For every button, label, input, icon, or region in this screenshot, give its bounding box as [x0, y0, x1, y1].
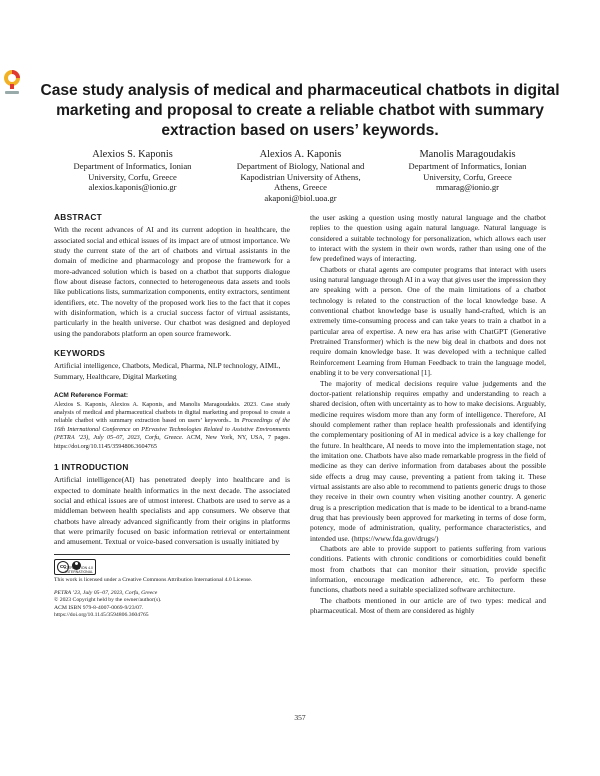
author-3 [385, 148, 550, 193]
check-for-updates-icon[interactable] [2, 68, 22, 96]
abstract-heading: ABSTRACT [54, 212, 103, 222]
keywords-heading: KEYWORDS [54, 348, 106, 359]
copyright-line: © 2023 Copyright held by the owner/author(s). [54, 597, 162, 604]
right-column [310, 213, 546, 616]
author-affiliation: Kapodistrian University of Athens, [240, 171, 361, 182]
doi-link[interactable]: https://doi.org/10.1145/3594806.3604765 [54, 611, 149, 618]
left-column [54, 212, 290, 619]
keywords-text: Artificial intelligence, Chatbots, Medical, Pharma, NLP technology, AIML, Summary, Healthcare, Digital Marketing [54, 361, 281, 381]
author-affiliation: Department of Informatics, Ionian [408, 161, 527, 171]
page-number: 357 [294, 713, 306, 722]
license-block [54, 554, 290, 619]
author-affiliation: Athens, Greece [274, 182, 327, 193]
ref-format-citation: Alexios S. Kaponis, Alexios A. Kaponis, and Manolis Maragoudakis. 2023. Case study analysis of medical and pharmaceutical chatbots in digital marketing and proposal to create a reliable chatbot with summary extraction based on users’ keywords.. In [54, 400, 290, 425]
ref-format-heading: ACM Reference Format: [54, 392, 129, 400]
cc-logo-text: ATTRIBUTION 4.0 INTERNATIONAL [64, 565, 93, 574]
body-paragraph: The majority of medical decisions require value judgements and the doctor-patient relationship requires empathy and understanding to reach a shared decision, often with uncertainty as to how to make decisions. Arguably, medicine requires wisdom more than any form of intelligence. Therefore, AI should complement rather than replace health professionals and identifying the complementary positioning of AI in medical advice is a key challenge for the future. In healthcare, AI needs to move into the implementation stage, not the imitation one. Chatbots have also made remarkable progress in the field of medicine as they can derive information from databases about the possible side effects a drug may cause, preventing a patient from taking it. These virtual assistants are also able to recommend to patients generic drugs to those they receive in their own country when visiting another country. A generic drug is a prescription medication that is made to be identical to a brand-name drug that has previously been approved for marketing in terms of dose form, potency, mode of administration, quality, performance characteristics, and intended use. (https://www.fda.gov/drugs/) [310, 378, 546, 543]
ref-format-body [54, 401, 290, 451]
author-affiliation: Department of Biology, National and [236, 161, 365, 171]
author-email: alexios.kaponis@ionio.gr [88, 182, 177, 193]
publication-info [54, 590, 290, 619]
paper-title: Case study analysis of medical and pharmaceutical chatbots in digital marketing and proposal to create a reliable chatbot with summary extraction based on users’ keywords. [40, 82, 560, 139]
author-affiliation: Department of Informatics, Ionian [73, 161, 192, 171]
author-name: Alexios S. Kaponis [92, 149, 173, 160]
body-paragraph: Chatbots are able to provide support to patients suffering from various conditions. Patients with chronic conditions or comorbidities could benefit most from chatbots that can monitor their situation, provide specific information, encourage medication adherence, etc. To perform these functions, chatbots need a suitable specialized software architecture. [310, 544, 546, 595]
author-email: akaponi@biol.uoa.gr [264, 192, 337, 203]
body-paragraph: The chatbots mentioned in our article are of two types: medical and pharmaceutical. Most of them are considered as highly [310, 595, 546, 616]
ref-format-proceedings: Proceedings of the 16th International Conference on PErvasive Technologies Related to Assistive Environments (PETRA ’23), July 05–07, 2023, Corfu, Greece. [54, 417, 290, 442]
author-name: Alexios A. Kaponis [259, 149, 342, 160]
author-1 [50, 148, 215, 193]
ref-format-publisher: ACM, New York, NY, USA, 7 pages. https://doi.org/10.1145/3594806.3604765 [54, 434, 290, 450]
author-2 [218, 148, 383, 203]
conference-line: PETRA ’23, July 05–07, 2023, Corfu, Greece [54, 590, 158, 597]
creative-commons-logo[interactable] [54, 559, 96, 575]
acm-reference-format [54, 392, 290, 451]
author-email: mmarag@ionio.gr [435, 182, 500, 193]
introduction-text: Artificial intelligence(AI) has penetrated deeply into healthcare and is expected to dominate health informatics in the next decade. The associated social and ethical issues are of utmost interest. Chatbots are used to serve as a middleman between health specialists and app consumers. We observe that chatbots have already advanced significantly from their origins in platforms that were primarily focused on basic information retrieval or entertainment and amusement. Textual or voice-based conversation is usually initiated by [54, 475, 290, 547]
body-paragraph: Chatbots or chatal agents are computer programs that interact with users using natural language through AI in a way that gives user the impression they are speaking with a person. One of the main limitations of a chatbot technology is related to the construction of the local knowledge base. A conventional chatbot knowledge base is usually hand-crafted, which is an extremely time-consuming process and can take years to train a chatbot in a particular area of expertise. A new era has arise with ChatGPT (Generative Pretrained Transformer) which is the new big deal in chatbots and does not require domain knowledge base. It was developed with a technique called Reinforcement Learning from Human Feedback to train the language model, enabling it to be very conversational [1]. [310, 264, 546, 378]
author-affiliation: University, Corfu, Greece [423, 171, 512, 182]
isbn-line: ACM ISBN 979-8-4007-0069-9/23/07. [54, 604, 144, 611]
license-text: This work is licensed under a Creative Commons Attribution International 4.0 License. [54, 576, 253, 583]
body-paragraph: the user asking a question using mostly natural language and the chatbot replies to the question using again natural language. Natural language is considered a suitable technology for personalization, which allows each user to interact with the system in their own words, rather than using one of the few predefined ways of interacting. [310, 213, 546, 264]
cc-icon: cc [57, 561, 69, 573]
author-affiliation: University, Corfu, Greece [88, 171, 177, 182]
abstract-text: With the recent advances of AI and its current adoption in healthcare, the associated social and ethical issues of its impact are of utmost importance. We study the current state of the art of chatbots and virtual assistants in the domain of medicine and pharmacology and propose the framework for a more-advanced solution which is based on a chatbot that supports dialogue flow about disease factors, connected to heterogeneous data assets and tools like publications lists, summarization components, entity extractors, sentiment identifiers, etc. The novelty of the proposed work lies to the fact that it copes with disinformation, which is a crucial success factor of virtual assistants, particularly in the health universe. Our chatbot was designed and deployed using the pandorabots platform an open source framework. [54, 225, 290, 338]
introduction-heading: 1 INTRODUCTION [54, 462, 129, 472]
author-name: Manolis Maragoudakis [419, 149, 516, 160]
